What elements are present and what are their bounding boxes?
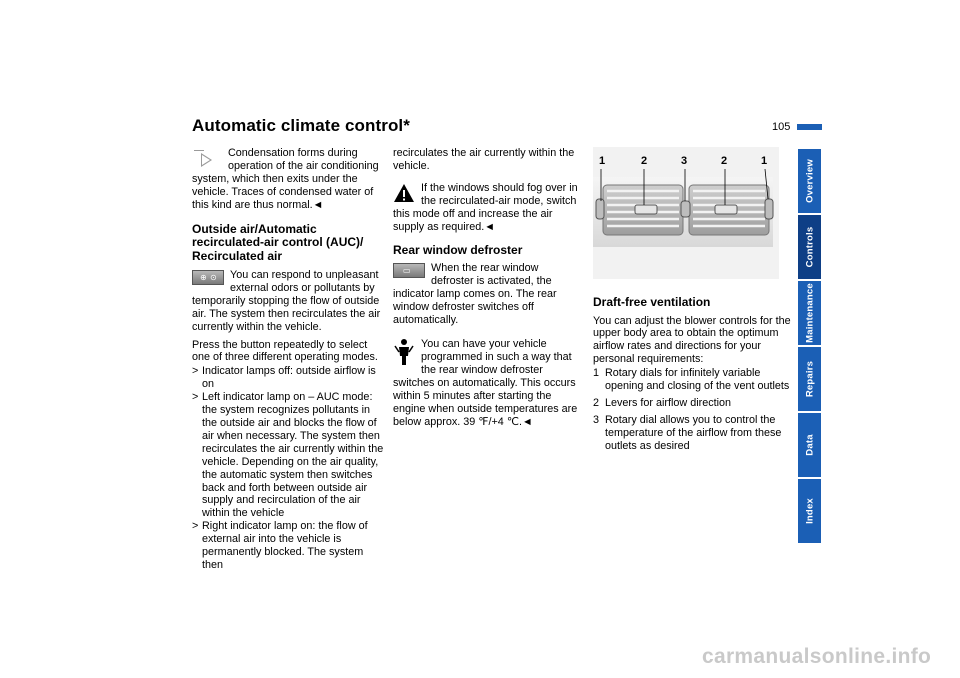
page-title: Automatic climate control*: [192, 116, 410, 135]
callout-1-right: 1: [761, 155, 768, 167]
recirc-heading: Outside air/Automatic recirculated-air control (AUC)/ Recirculated air: [192, 221, 364, 263]
tab-data[interactable]: Data: [798, 413, 821, 477]
defroster-programming-note: You can have your vehicle programmed in such a way that the rear window defroster switches on automatically. This occurs within 5 minutes after starting the engine when outside temperatures are below approx. 39 ℉/+4 ℃.◄: [393, 338, 578, 428]
defroster-heading: Rear window defroster: [393, 243, 523, 258]
tab-maintenance[interactable]: Maintenance: [798, 281, 821, 345]
rear-defroster-button-icon: ▭: [393, 263, 425, 278]
note-triangle-icon: [192, 147, 222, 171]
tab-index[interactable]: Index: [798, 479, 821, 543]
list-item: > Right indicator lamp on: the flow of external air into the vehicle is permanently blocked. The system then: [192, 520, 368, 571]
warning-icon: [393, 182, 415, 204]
workshop-person-icon: [393, 338, 415, 366]
draft-free-intro: You can adjust the blower controls for the upper body area to obtain the optimum airflow rates and directions for your personal requirements:: [593, 314, 791, 366]
list-item: 1 Rotary dials for infinitely variable opening and closing of the vent outlets: [593, 367, 790, 393]
recirculation-button-icon: ⊕ ⊙: [192, 270, 224, 285]
callout-2-left: 2: [641, 155, 648, 167]
list-item: > Indicator lamps off: outside airflow is on: [192, 365, 376, 391]
page-number-bar: [797, 124, 822, 130]
recirc-para-2: Press the button repeatedly to select one of three different operating modes.: [192, 338, 378, 364]
fog-warning: If the windows should fog over in the recirculated-air mode, switch this mode off and increase the air supply as required.◄: [393, 181, 578, 233]
site-watermark: carmanualsonline.info: [702, 645, 932, 668]
list-item: 3 Rotary dial allows you to control the temperature of the airflow from these outlets as desired: [593, 413, 782, 452]
callout-1-left: 1: [599, 155, 606, 167]
condensation-note: Condensation forms during operation of the air conditioning system, which then exits under the vehicle. Traces of condensed water of this kind are thus normal.◄: [192, 147, 379, 211]
column-2: [393, 147, 583, 429]
tab-repairs[interactable]: Repairs: [798, 347, 821, 411]
column-1: [192, 147, 385, 572]
callout-2-right: 2: [721, 155, 728, 167]
list-item: > Left indicator lamp on – AUC mode: the system recognizes pollutants in the outside air and blocks the flow of air when necessary. The system then recirculates the air currently within the vehicle. Depending on the air quality, the automatic system then switches back and forth between outside air supply and recirculation of the air within the vehicle: [192, 391, 384, 520]
draft-free-heading: Draft-free ventilation: [593, 295, 711, 309]
page-number: 105: [772, 121, 791, 133]
column-3: [593, 296, 793, 453]
tab-controls[interactable]: Controls: [798, 215, 821, 279]
air-vent-figure: [593, 147, 779, 279]
recirc-continuation: recirculates the air currently within the vehicle.: [393, 147, 575, 172]
defroster-para: When the rear window defroster is activated, the indicator lamp comes on. The rear window defroster switches off automatically.: [393, 261, 557, 326]
recirc-para-1: You can respond to unpleasant external odors or pollutants by temporarily stopping the flow of outside air. The system then recirculates the air currently within the vehicle.: [192, 269, 381, 333]
callout-3: 3: [681, 155, 688, 167]
tab-overview[interactable]: Overview: [798, 149, 821, 213]
list-item: 2 Levers for airflow direction: [593, 396, 732, 409]
